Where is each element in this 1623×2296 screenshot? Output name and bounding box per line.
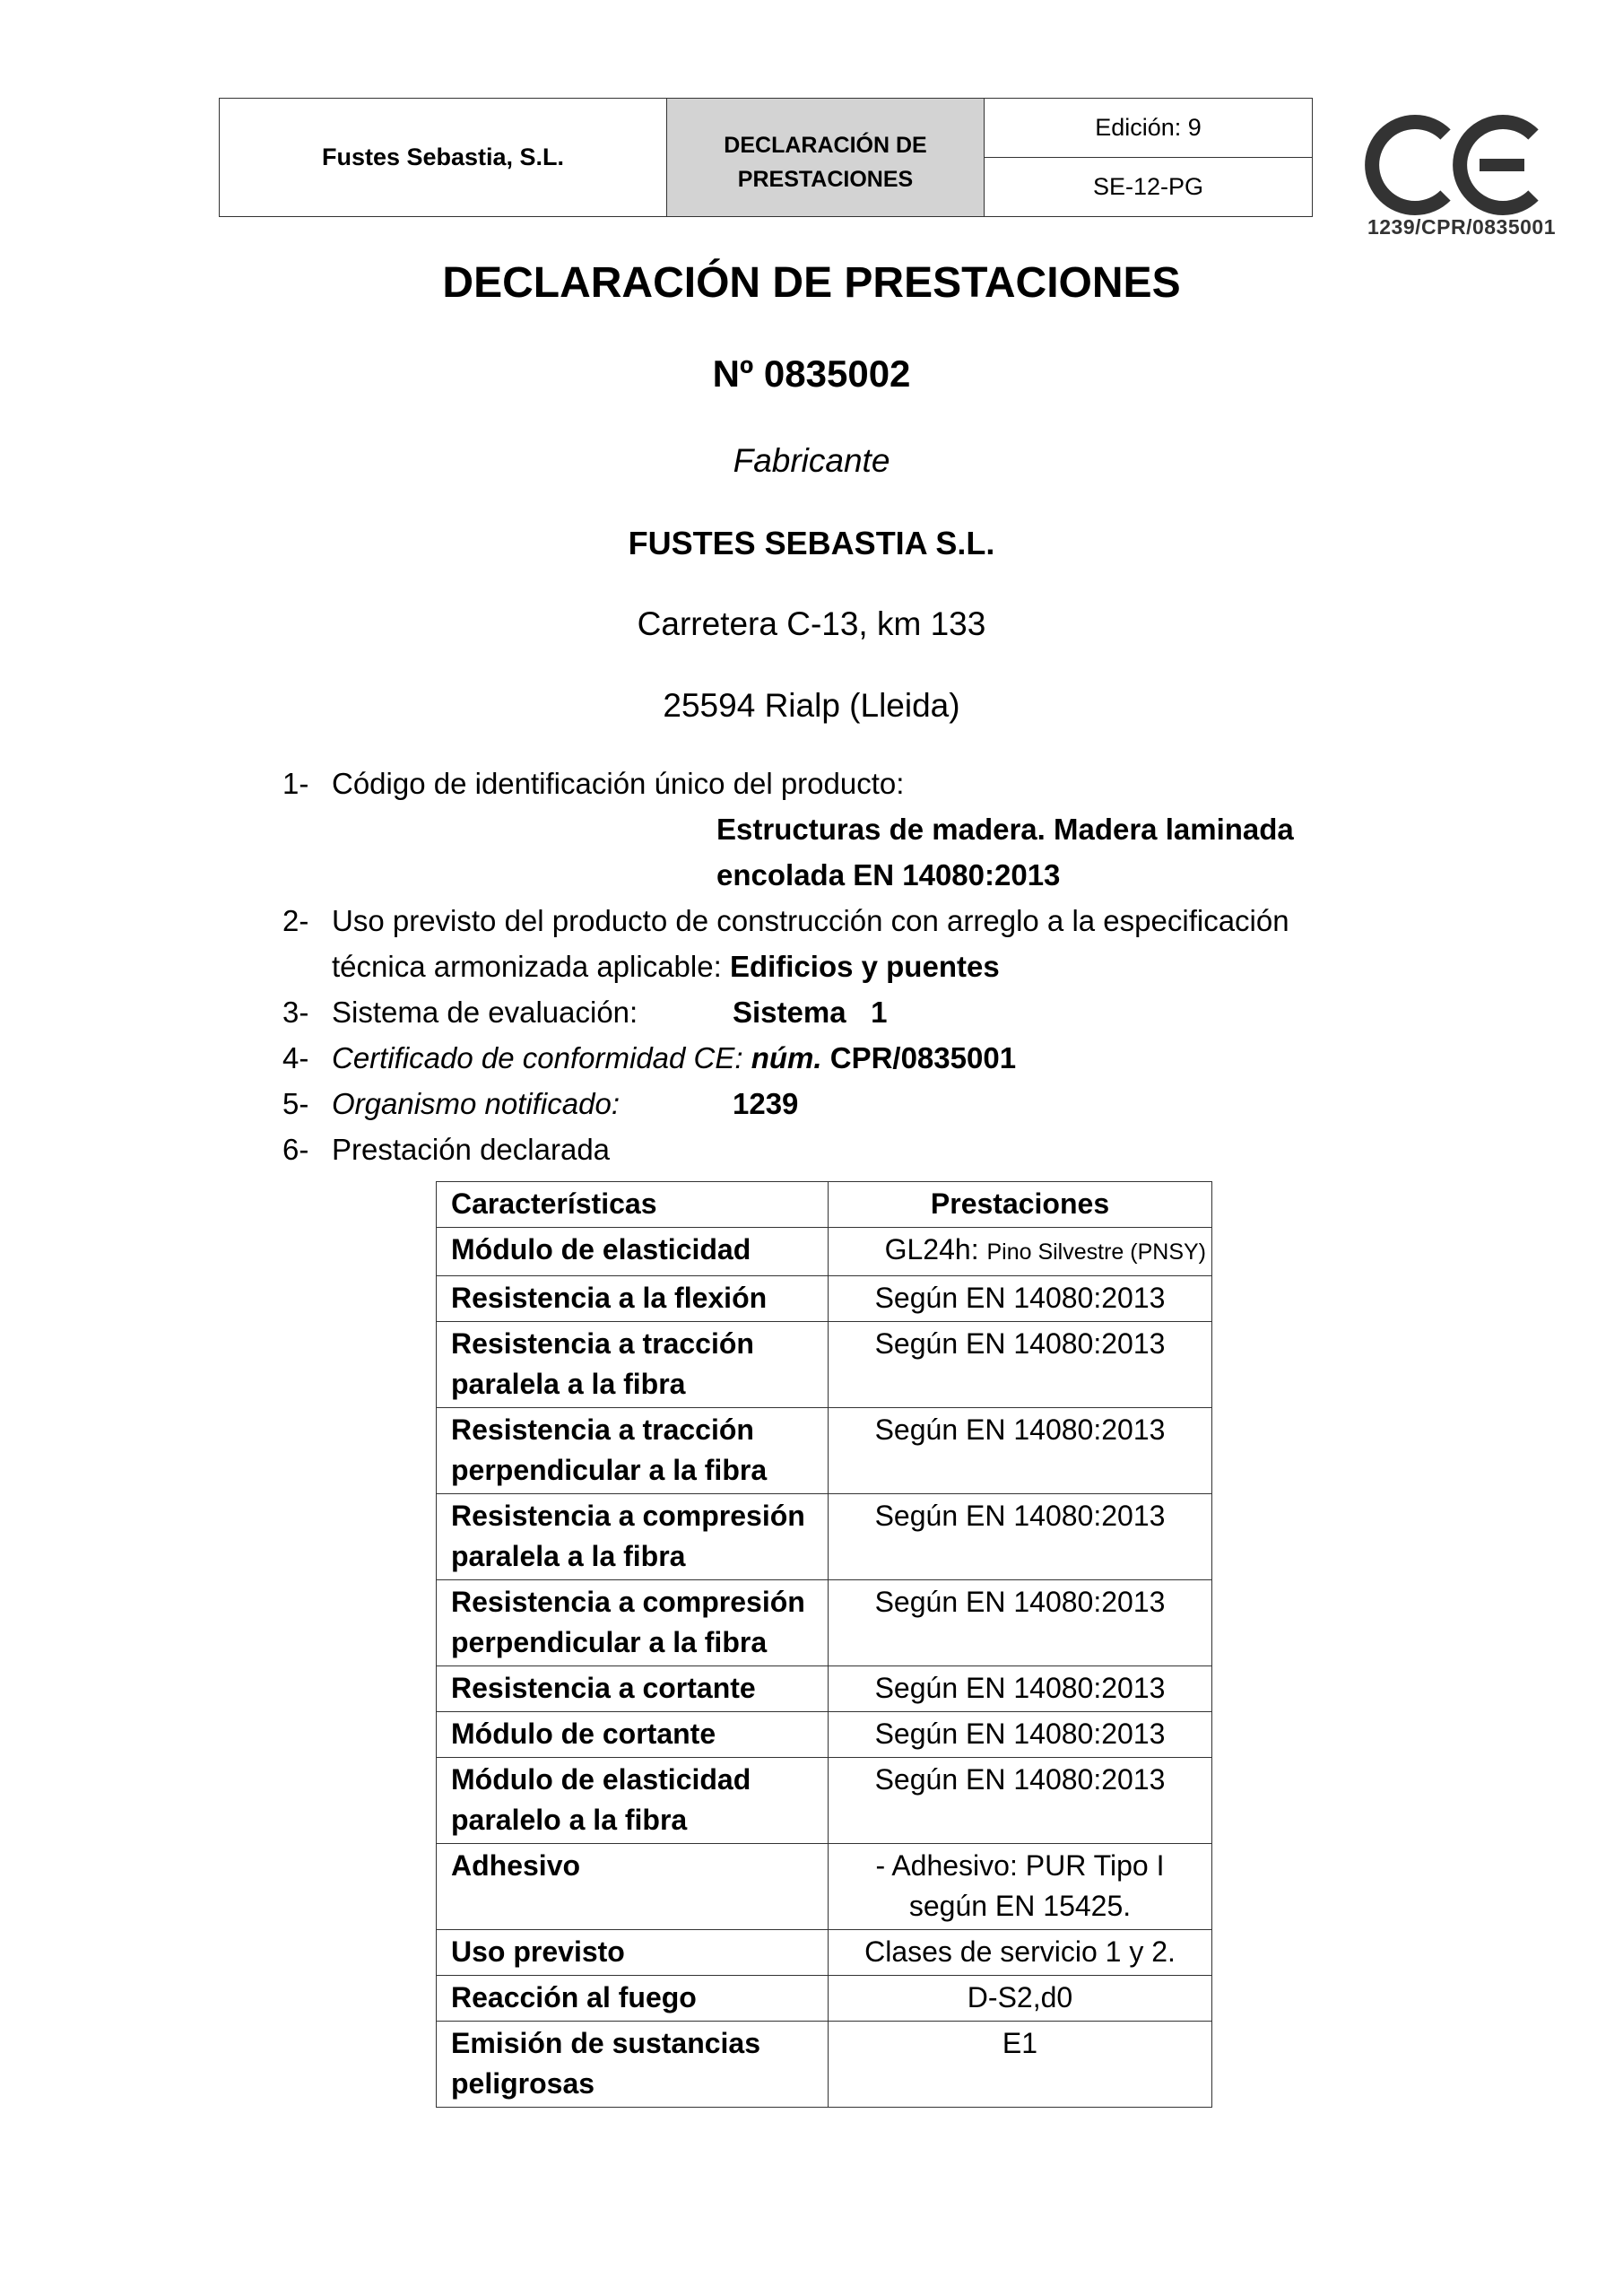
performance-line <box>829 1978 1211 2018</box>
table-header-performance: Prestaciones <box>829 1182 1212 1228</box>
performance-value: Según EN 14080:2013 <box>874 1672 1166 1704</box>
table-header-row <box>437 1182 1212 1228</box>
characteristic-line: Uso previsto <box>451 1935 625 1968</box>
header-code: SE-12-PG <box>1092 173 1204 200</box>
declaration-number: Nº 0835002 <box>712 352 911 395</box>
item-1-value-line2: encolada EN 14080:2013 <box>716 858 1061 891</box>
table-row <box>437 2022 1212 2108</box>
performance-line <box>829 1230 1206 1273</box>
characteristic-line: Emisión de sustancias <box>451 2027 761 2059</box>
table-row <box>437 1976 1212 2022</box>
item-1-number: 1- <box>282 767 309 800</box>
item-2-value: Edificios y puentes <box>729 950 1000 983</box>
performance-value: Según EN 14080:2013 <box>874 1718 1166 1750</box>
performance-cell <box>829 1666 1212 1712</box>
table-row <box>437 1712 1212 1758</box>
characteristic-line: peligrosas <box>451 2067 595 2100</box>
characteristic-line: Resistencia a la flexión <box>451 1282 768 1314</box>
item-1-label: Código de identificación único del producto: <box>332 767 905 800</box>
performance-cell <box>829 1976 1212 2022</box>
performance-value: Clases de servicio 1 y 2. <box>864 1935 1176 1968</box>
performance-cell <box>829 1322 1212 1408</box>
characteristic-cell <box>437 2022 829 2108</box>
item-3-value: Sistema 1 <box>733 996 888 1029</box>
performance-value: D-S2,d0 <box>967 1981 1073 2013</box>
performance-cell <box>829 2022 1212 2108</box>
performance-value: Según EN 14080:2013 <box>874 1586 1166 1618</box>
characteristic-cell <box>437 1976 829 2022</box>
performance-line: según EN 15425. <box>908 1890 1132 1922</box>
performance-value: Según EN 14080:2013 <box>874 1413 1166 1446</box>
performance-line <box>829 2023 1211 2064</box>
performance-cell <box>829 1494 1212 1580</box>
characteristic-cell <box>437 1228 829 1276</box>
performance-line <box>829 1668 1211 1709</box>
characteristic-cell <box>437 1580 829 1666</box>
performance-table <box>436 1181 1212 2108</box>
ce-mark-code: 1239/CPR/0835001 <box>1367 215 1557 239</box>
performance-cell <box>829 1276 1212 1322</box>
header-doc-title <box>667 99 985 216</box>
table-header-characteristics: Características <box>437 1182 829 1228</box>
table-row <box>437 1758 1212 1844</box>
performance-line <box>829 1932 1211 1972</box>
characteristic-line: paralela a la fibra <box>451 1540 686 1572</box>
characteristic-cell <box>437 1494 829 1580</box>
item-4-line <box>332 1041 1016 1075</box>
table-row <box>437 1408 1212 1494</box>
characteristic-line: paralela a la fibra <box>451 1368 686 1400</box>
table-row <box>437 1228 1212 1276</box>
performance-value: Según EN 14080:2013 <box>874 1763 1166 1796</box>
characteristic-line: perpendicular a la fibra <box>451 1454 768 1486</box>
item-2-line2 <box>332 950 1000 984</box>
item-3-label: Sistema de evaluación: <box>332 996 638 1029</box>
performance-cell <box>829 1580 1212 1666</box>
address-line-2: 25594 Rialp (Lleida) <box>663 687 960 724</box>
characteristic-cell <box>437 1758 829 1844</box>
item-2-number: 2- <box>282 904 309 937</box>
item-5-value: 1239 <box>733 1087 799 1120</box>
characteristic-line: Módulo de elasticidad <box>451 1233 751 1265</box>
performance-value: Según EN 14080:2013 <box>874 1500 1166 1532</box>
characteristic-cell <box>437 1408 829 1494</box>
performance-cell <box>829 1712 1212 1758</box>
table-row <box>437 1844 1212 1930</box>
performance-cell <box>829 1758 1212 1844</box>
table-row <box>437 1930 1212 1976</box>
item-4-value: CPR/0835001 <box>829 1041 1017 1074</box>
characteristic-cell <box>437 1844 829 1930</box>
performance-value: GL24h: <box>884 1233 979 1265</box>
item-3-number: 3- <box>282 996 309 1029</box>
header-doc-title-line2: PRESTACIONES <box>737 166 914 192</box>
characteristic-cell <box>437 1712 829 1758</box>
performance-line <box>829 1410 1211 1450</box>
characteristic-line: Resistencia a cortante <box>451 1672 756 1704</box>
performance-cell <box>829 1408 1212 1494</box>
manufacturer-name: FUSTES SEBASTIA S.L. <box>628 525 995 561</box>
table-row <box>437 1666 1212 1712</box>
characteristic-line: Reacción al fuego <box>451 1981 697 2013</box>
performance-line <box>829 1582 1211 1622</box>
performance-line <box>829 1846 1211 1886</box>
item-5-number: 5- <box>282 1087 309 1120</box>
table-row <box>437 1322 1212 1408</box>
document-header <box>219 98 1313 217</box>
header-doc-title-line1: DECLARACIÓN DE <box>724 132 927 158</box>
characteristic-line: Módulo de elasticidad <box>451 1763 751 1796</box>
item-5-label: Organismo notificado: <box>332 1087 620 1120</box>
header-edition: Edición: 9 <box>985 99 1312 158</box>
item-4-label: Certificado de conformidad CE: <box>332 1041 743 1074</box>
characteristic-line: Módulo de cortante <box>451 1718 716 1750</box>
performance-species: Pino Silvestre (PNSY) <box>986 1239 1206 1265</box>
performance-value: Según EN 14080:2013 <box>874 1327 1166 1360</box>
header-company: Fustes Sebastia, S.L. <box>220 99 667 216</box>
header-meta <box>985 99 1312 216</box>
performance-value: - Adhesivo: PUR Tipo I <box>875 1849 1165 1882</box>
performance-cell <box>829 1930 1212 1976</box>
characteristic-line: Resistencia a compresión <box>451 1586 805 1618</box>
item-1-value-line1: Estructuras de madera. Madera laminada <box>716 813 1294 846</box>
performance-value: Según EN 14080:2013 <box>874 1282 1166 1314</box>
characteristic-line: Resistencia a compresión <box>451 1500 805 1532</box>
table-row <box>437 1494 1212 1580</box>
item-4-number: 4- <box>282 1041 309 1074</box>
characteristic-line: Resistencia a tracción <box>451 1413 754 1446</box>
characteristic-cell <box>437 1666 829 1712</box>
performance-cell <box>829 1844 1212 1930</box>
performance-line <box>829 1324 1211 1364</box>
characteristic-cell <box>437 1276 829 1322</box>
item-6-label: Prestación declarada <box>332 1133 611 1166</box>
characteristic-line: perpendicular a la fibra <box>451 1626 768 1658</box>
characteristic-cell <box>437 1322 829 1408</box>
characteristic-line: Resistencia a tracción <box>451 1327 754 1360</box>
characteristic-cell <box>437 1930 829 1976</box>
performance-line <box>829 1760 1211 1800</box>
performance-value: E1 <box>1002 2027 1038 2059</box>
item-2-label: técnica armonizada aplicable: <box>332 950 722 983</box>
performance-line <box>829 1496 1211 1536</box>
table-body <box>437 1228 1212 2108</box>
characteristic-line: Adhesivo <box>451 1849 581 1882</box>
performance-line <box>829 1714 1211 1754</box>
table-row <box>437 1276 1212 1322</box>
address-line-1: Carretera C-13, km 133 <box>637 605 986 642</box>
characteristic-line: paralelo a la fibra <box>451 1804 688 1836</box>
item-2-line1: Uso previsto del producto de construcción con arreglo a la especificación <box>332 904 1289 937</box>
table-row <box>437 1580 1212 1666</box>
document-title: DECLARACIÓN DE PRESTACIONES <box>442 259 1181 307</box>
item-6-number: 6- <box>282 1133 309 1166</box>
item-4-num: núm. <box>751 1041 822 1074</box>
performance-line <box>829 1278 1211 1318</box>
performance-cell <box>829 1228 1212 1276</box>
manufacturer-label: Fabricante <box>733 442 890 479</box>
